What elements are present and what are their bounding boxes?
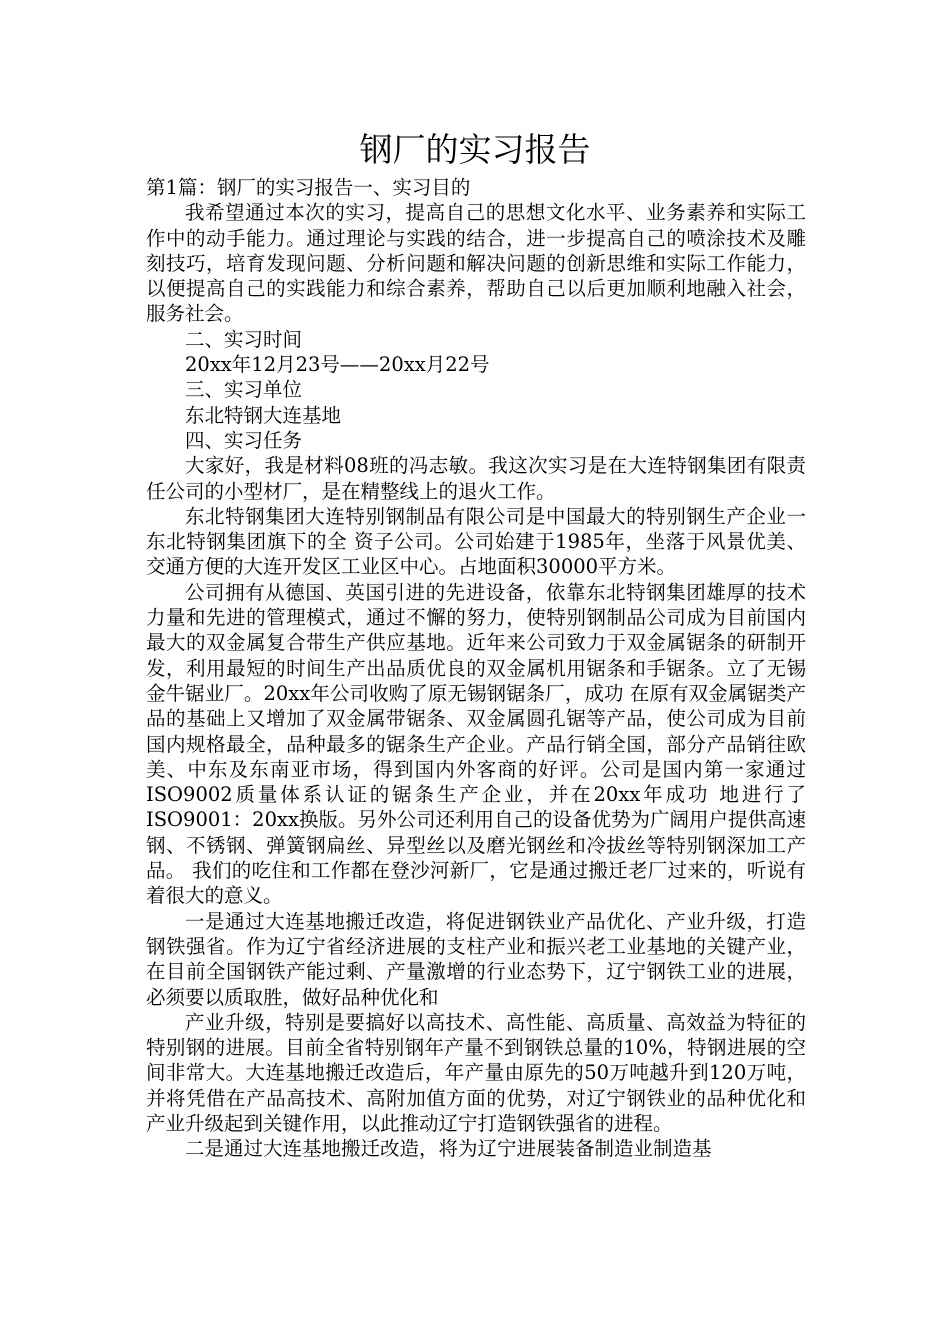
paragraph: 四、实习任务 [185,428,303,452]
paragraph: 我希望通过本次的实习，提高自己的思想文化水平、业务素养和实际工作中的动手能力。通过理论与实践的结合，进一步提高自己的喷涂技术及雕刻技巧，培育发现问题、分析问题和解决问题的创新思维和实际工作能力，以便提高自己的实践能力和综合素养，帮助自己以后更加顺利地融入社会，服务社会。 [146,201,806,326]
paragraph: 大家好，我是材料08班的冯志敏。我这次实习是在大连特钢集团有限责任公司的小型材厂，是在精整线上的退火工作。 [146,454,806,503]
paragraph: 三、实习单位 [185,378,303,402]
paragraph: 二、实习时间 [185,327,303,351]
paragraph: 第1篇：钢厂的实习报告一、实习目的 [146,176,471,199]
paragraph: 一是通过大连基地搬迁改造，将促进钢铁业产品优化、产业升级，打造钢铁强省。作为辽宁省经济进展的支柱产业和振兴老工业基地的关键产业，在目前全国钢铁产能过剩、产量激增的行业态势下，辽宁钢铁工业的进展，必须要以质取胜，做好品种优化和 [146,909,806,1009]
paragraph: 二是通过大连基地搬迁改造，将为辽宁进展装备制造业制造基 [185,1137,712,1161]
paragraph: 产业升级，特别是要搞好以高技术、高性能、高质量、高效益为特征的特别钢的进展。目前全省特别钢年产量不到钢铁总量的10%，特钢进展的空间非常大。大连基地搬迁改造后，年产量由原先的50万吨越升到120万吨，并将凭借在产品高技术、高附加值方面的优势，对辽宁钢铁业的品种优化和产业升级起到关键作用，以此推动辽宁打造钢铁强省的进程。 [146,1010,806,1135]
paragraph: 东北特钢大连基地 [185,403,342,427]
paragraph: 东北特钢集团大连特别钢制品有限公司是中国最大的特别钢生产企业一东北特钢集团旗下的全 资子公司。公司始建于1985年，坐落于风景优美、交通方便的大连开发区工业区中心。占地面积30000平方米。 [146,504,806,579]
document-body [146,175,806,1162]
paragraph: 公司拥有从德国、英国引进的先进设备，依靠东北特钢集团雄厚的技术力量和先进的管理模式，通过不懈的努力，使特别钢制品公司成为目前国内最大的双金属复合带生产供应基地。近年来公司致力于双金属锯条的研制开发，利用最短的时间生产出品质优良的双金属机用锯条和手锯条。立了无锡金牛锯业厂。20xx年公司收购了原无锡钢锯条厂，成功 在原有双金属锯类产品的基础上又增加了双金属带锯条、双金属圆孔锯等产品，使公司成为目前国内规格最全，品种最多的锯条生产企业。产品行销全国，部分产品销往欧美、中东及东南亚市场，得到国内外客商的好评。公司是国内第一家通过ISO9002质量体系认证的锯条生产企业，并在20xx年成功 地进行了ISO9001：20xx换版。另外公司还利用自己的设备优势为广阔用户提供高速钢、不锈钢、弹簧钢扁丝、异型丝以及磨光钢丝和冷拔丝等特别钢深加工产品。 我们的吃住和工作都在登沙河新厂，它是通过搬迁老厂过来的，听说有着很大的意义。 [146,580,806,908]
document-title: 钢厂的实习报告 [359,130,591,169]
paragraph: 20xx年12月23号——20xx月22号 [185,353,490,377]
